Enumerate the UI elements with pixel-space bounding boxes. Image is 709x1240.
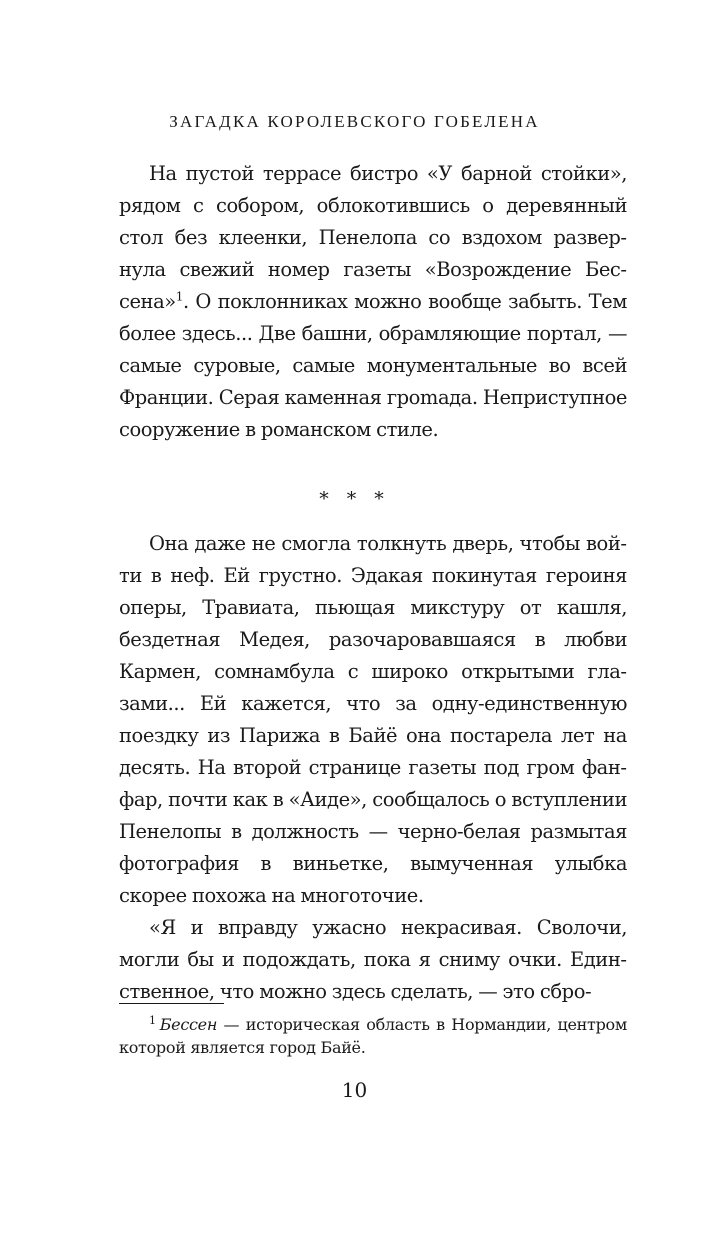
footnote-rule [119, 1003, 224, 1004]
text-block-top [119, 158, 627, 446]
paragraph [119, 158, 627, 446]
text-block-bottom [119, 528, 627, 1008]
footnote-text: — историческая область в Нормандии, центром которой является город Байё. [119, 1015, 627, 1057]
section-separator: * * * [319, 488, 390, 510]
paragraph-text: На пустой террасе бистро «У барной стойки», рядом с собором, облокотившись о деревянный стол без клеенки, Пенелопа со вздохом развернула свежий номер газеты «Возрождение Бессена» [119, 162, 627, 313]
paragraph: Она даже не смогла толкнуть дверь, чтобы войти в неф. Ей грустно. Эдакая покинутая героиня оперы, Травиата, пьющая микстуру от кашля, бездетная Медея, разочаровавшаяся в любви Кармен, сомнамбула с широко открытыми глазами... Ей кажется, что за одну-единственную поездку из Парижа в Байё она постарела лет на десять. На второй странице газеты под гром фанфар, почти как в «Аиде», сообщалось о вступлении Пенелопы в должность — черно-белая размытая фотография в виньетке, вымученная улыбка скорее похожа на многоточие. [119, 532, 627, 907]
paragraph: «Я и вправду ужасно некрасивая. Сволочи, могли бы и подождать, пока я сниму очки. Единственное, что можно здесь сделать, — это сбро- [119, 916, 627, 1003]
paragraph-text: . О поклонниках можно вообще забыть. Тем более здесь... Две башни, обрамляющие портал, — самые суровые, самые монументальные во всей Франции. Серая каменная гроmада. Неприступное сооружение в романском стиле. [119, 290, 627, 441]
page-number: 10 [341, 1078, 368, 1102]
footnote [119, 1013, 627, 1059]
running-head: ЗАГАДКА КОРОЛЕВСКОГО ГОБЕЛЕНА [169, 112, 540, 131]
footnote-reference: 1 [175, 289, 183, 304]
footnote-term: Бессен [159, 1015, 218, 1034]
footnote-marker: 1 [149, 1013, 156, 1027]
